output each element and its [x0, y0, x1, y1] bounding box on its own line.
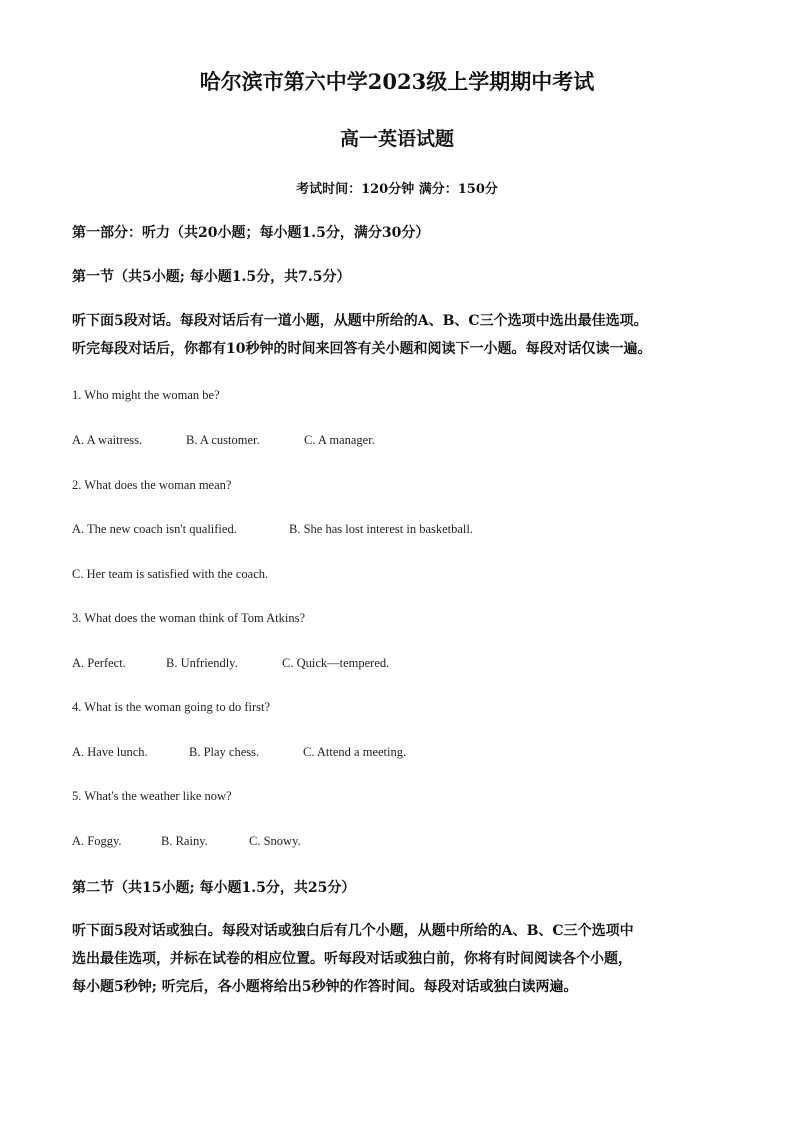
question-options [72, 656, 390, 671]
question-stem: 1. Who might the woman be? [72, 388, 220, 402]
option: C. Her team is satisfied with the coach. [72, 567, 269, 581]
option: C. Quick—tempered. [282, 656, 390, 670]
instruction-line: 听下面5段对话。每段对话后有一道小题，从题中所给的A、B、C三个选项中选出最佳选项。 [72, 313, 648, 329]
option: B. Play chess. [189, 745, 260, 759]
instruction-line: 听下面5段对话或独白。每段对话或独白后有几个小题，从题中所给的A、B、C三个选项中 [72, 923, 634, 939]
part1-heading: 第一部分：听力（共20小题；每小题1.5分，满分30分） [72, 225, 430, 241]
question-options [72, 834, 301, 849]
question-stem: 3. What does the woman think of Tom Atkins? [72, 611, 306, 625]
option: C. A manager. [304, 433, 375, 447]
question-options [72, 433, 375, 448]
question-stem: 5. What's the weather like now? [72, 789, 232, 803]
option: A. Foggy. [72, 834, 122, 848]
question-options [72, 567, 268, 582]
instruction-line: 选出最佳选项，并标在试卷的相应位置。听每段对话或独白前，你将有时间阅读各个小题， [72, 951, 632, 967]
section2-instructions [72, 917, 732, 1001]
option: B. A customer. [186, 433, 260, 447]
question-stem: 2. What does the woman mean? [72, 478, 232, 492]
exam-title: 哈尔滨市第六中学2023级上学期期中考试 [199, 69, 595, 94]
exam-info: 考试时间：120分钟 满分：150分 [296, 182, 498, 197]
question-stem: 4. What is the woman going to do first? [72, 700, 271, 714]
exam-subtitle: 高一英语试题 [339, 128, 454, 150]
option: A. Perfect. [72, 656, 126, 670]
question-options [72, 745, 407, 760]
option: A. A waitress. [72, 433, 143, 447]
option: B. Unfriendly. [166, 656, 238, 670]
option: C. Attend a meeting. [303, 745, 407, 759]
section1-instructions [72, 307, 732, 363]
option: B. Rainy. [161, 834, 208, 848]
instruction-line: 听完每段对话后，你都有10秒钟的时间来回答有关小题和阅读下一小题。每段对话仅读一遍。 [72, 341, 652, 357]
option: C. Snowy. [249, 834, 301, 848]
question-options [72, 522, 474, 537]
instruction-line: 每小题5秒钟; 听完后，各小题将给出5秒钟的作答时间。每段对话或独白读两遍。 [72, 979, 578, 995]
option: B. She has lost interest in basketball. [289, 522, 474, 536]
section1-heading: 第一节（共5小题; 每小题1.5分，共7.5分） [72, 269, 351, 285]
option: A. Have lunch. [72, 745, 148, 759]
section2-heading: 第二节（共15小题; 每小题1.5分，共25分） [72, 880, 356, 896]
option: A. The new coach isn't qualified. [72, 522, 237, 536]
